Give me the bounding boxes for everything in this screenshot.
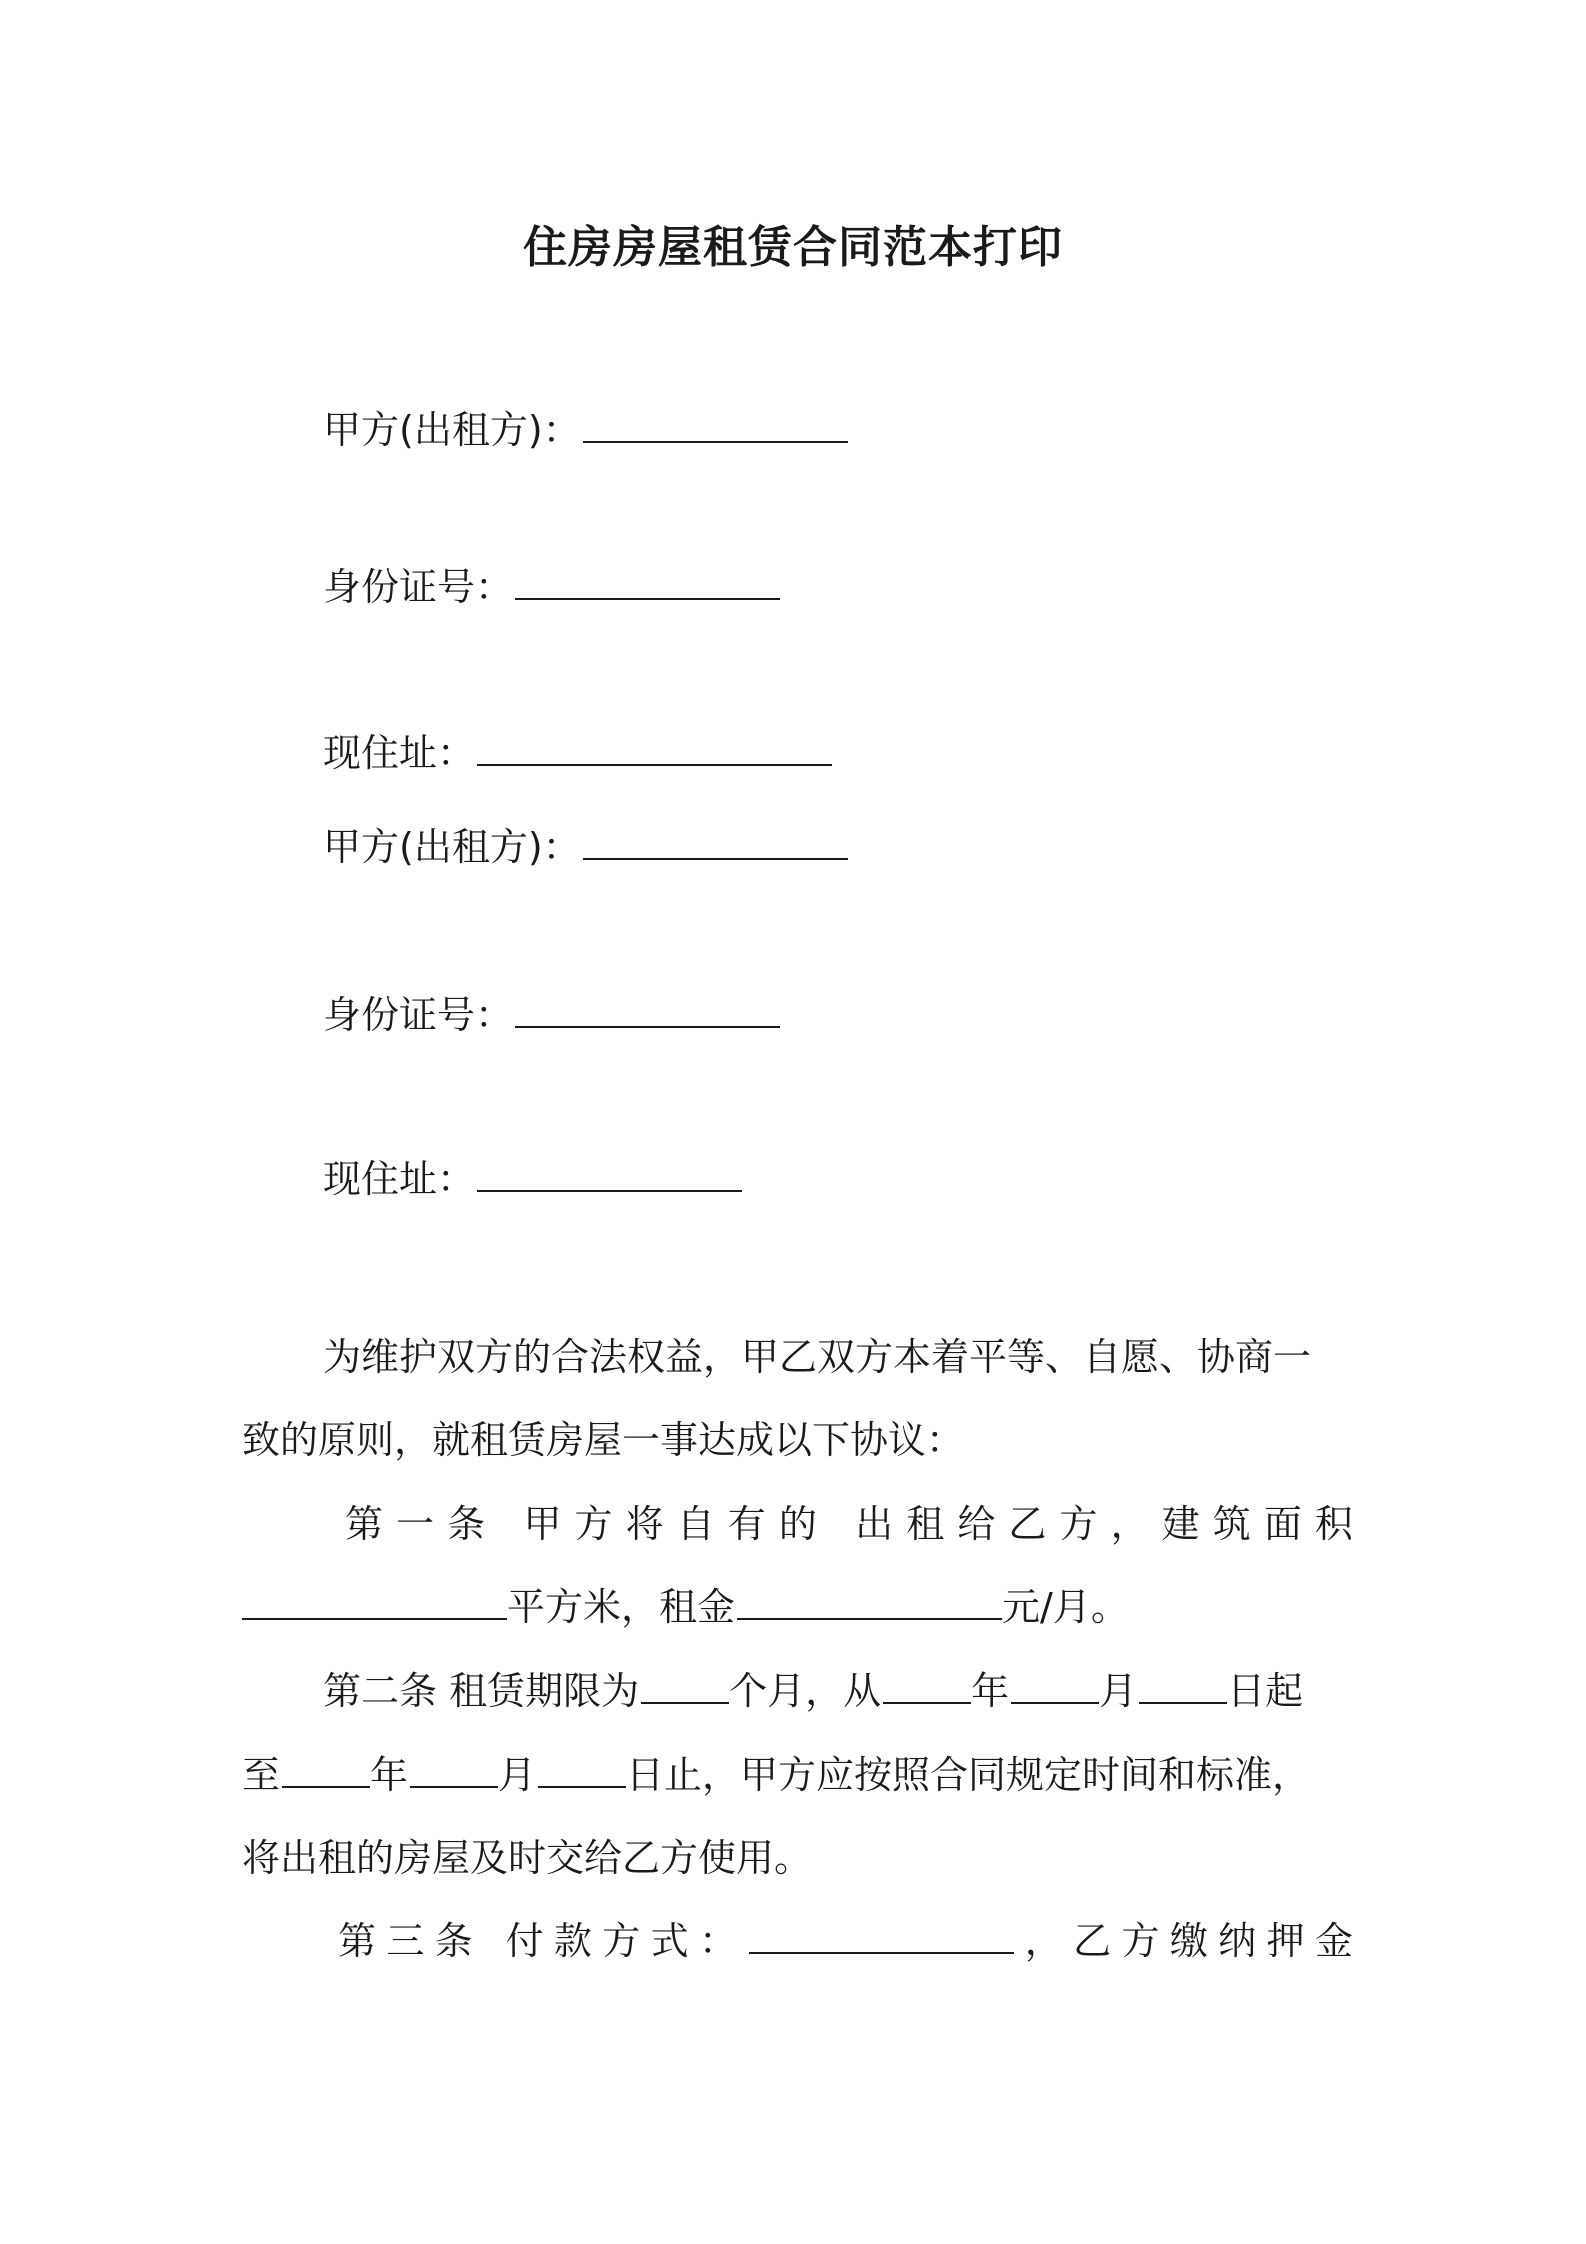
article-1-line-1 <box>345 1497 1353 1551</box>
rent-unit: 元/月。 <box>1002 1585 1129 1629</box>
id-number-label: 身份证号： <box>323 993 514 1037</box>
party-a-blank[interactable] <box>583 852 848 860</box>
year-label: 年 <box>971 1669 1010 1713</box>
party-a-field-2 <box>323 820 848 874</box>
id-number-field-1 <box>323 560 780 614</box>
area-blank[interactable] <box>242 1612 507 1620</box>
address-blank[interactable] <box>477 758 832 766</box>
rent-blank[interactable] <box>737 1612 1002 1620</box>
article-1-line-2 <box>242 1580 1129 1634</box>
day-start-label: 日起 <box>1227 1669 1304 1713</box>
intro-line-2: 致的原则，就租赁房屋一事达成以下协议： <box>242 1418 965 1462</box>
article-2-line-1 <box>323 1664 1303 1718</box>
article-2-line-2 <box>242 1748 1310 1802</box>
day-end-label: 日止，甲方应按照合同规定时间和标准， <box>626 1753 1311 1797</box>
to-label: 至 <box>242 1753 281 1797</box>
area-unit: 平方米，租金 <box>507 1585 736 1629</box>
page-title: 住房房屋租赁合同范本打印 <box>523 222 1063 273</box>
id-number-field-2 <box>323 988 780 1042</box>
party-a-field-1 <box>323 403 848 457</box>
months-blank[interactable] <box>641 1696 729 1704</box>
article-2-heading: 第二条 <box>323 1669 438 1713</box>
article-3-heading: 第三条 <box>338 1919 484 1963</box>
party-a-label: 甲方(出租方)： <box>323 825 581 869</box>
month-label: 月 <box>498 1753 537 1797</box>
address-blank[interactable] <box>477 1184 742 1192</box>
address-field-1 <box>323 726 832 780</box>
payment-label: 付款方式： <box>505 1919 748 1963</box>
payment-blank[interactable] <box>749 1946 1014 1954</box>
article-3-line-1 <box>338 1914 1353 1968</box>
party-a-blank[interactable] <box>583 435 848 443</box>
id-number-blank[interactable] <box>515 592 780 600</box>
party-a-label: 甲方(出租方)： <box>323 408 581 452</box>
intro-line-1: 为维护双方的合法权益，甲乙双方本着平等、自愿、协商一 <box>323 1335 1312 1379</box>
article-2-line-3: 将出租的房屋及时交给乙方使用。 <box>242 1836 813 1880</box>
deposit-label: ，乙方缴纳押金 <box>1014 1919 1353 1963</box>
id-number-label: 身份证号： <box>323 565 514 609</box>
end-year-blank[interactable] <box>282 1780 370 1788</box>
address-label: 现住址： <box>323 1157 476 1201</box>
month-label: 月 <box>1099 1669 1138 1713</box>
lease-term-label: 租赁期限为 <box>449 1669 640 1713</box>
start-year-blank[interactable] <box>883 1696 971 1704</box>
article-1-heading: 第一条 <box>345 1502 499 1546</box>
id-number-blank[interactable] <box>515 1020 780 1028</box>
article-1-text-a: 甲方将自有的 <box>523 1502 830 1546</box>
end-day-blank[interactable] <box>538 1780 626 1788</box>
start-day-blank[interactable] <box>1139 1696 1227 1704</box>
year-label: 年 <box>370 1753 409 1797</box>
article-1-text-b: 出租给乙方，建筑面积 <box>855 1502 1353 1546</box>
end-month-blank[interactable] <box>410 1780 498 1788</box>
address-label: 现住址： <box>323 731 476 775</box>
months-from-label: 个月，从 <box>729 1669 882 1713</box>
start-month-blank[interactable] <box>1011 1696 1099 1704</box>
address-field-2 <box>323 1152 742 1206</box>
